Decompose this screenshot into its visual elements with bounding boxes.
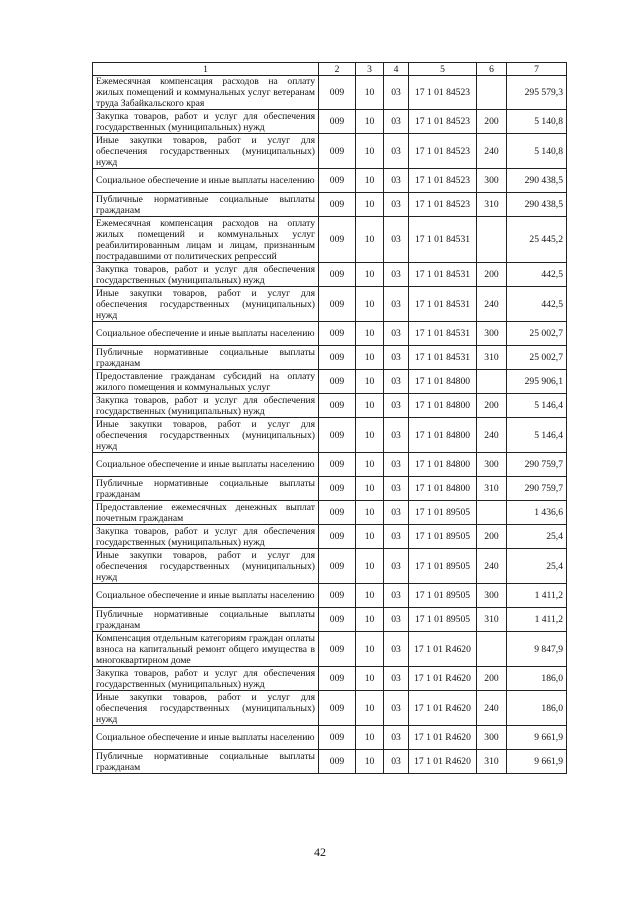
row-name: Компенсация отдельным категориям граждан оплаты взноса на капитальный ремонт общего имущества в многоквартирном доме [93, 632, 319, 667]
target-article-code: 17 1 01 R4620 [409, 667, 477, 691]
expense-type-code: 310 [477, 750, 507, 774]
expense-type-code: 200 [477, 667, 507, 691]
target-article-code: 17 1 01 84523 [409, 134, 477, 169]
row-name: Иные закупки товаров, работ и услуг для обеспечения государственных (муниципальных) нужд [93, 134, 319, 169]
section-code: 10 [356, 632, 384, 667]
section-code: 10 [356, 110, 384, 134]
amount: 25 002,7 [507, 346, 567, 370]
subsection-code: 03 [384, 394, 409, 418]
subsection-code: 03 [384, 418, 409, 453]
row-name: Социальное обеспечение и иные выплаты населению [93, 453, 319, 477]
section-code: 10 [356, 608, 384, 632]
row-name: Иные закупки товаров, работ и услуг для обеспечения государственных (муниципальных) нужд [93, 418, 319, 453]
chapter-code: 009 [319, 453, 356, 477]
subsection-code: 03 [384, 287, 409, 322]
expense-type-code: 240 [477, 549, 507, 584]
chapter-code: 009 [319, 134, 356, 169]
target-article-code: 17 1 01 84800 [409, 453, 477, 477]
expense-type-code: 300 [477, 169, 507, 193]
chapter-code: 009 [319, 263, 356, 287]
amount: 290 759,7 [507, 477, 567, 501]
chapter-code: 009 [319, 584, 356, 608]
expense-type-code: 200 [477, 525, 507, 549]
section-code: 10 [356, 169, 384, 193]
amount: 5 146,4 [507, 394, 567, 418]
subsection-code: 03 [384, 346, 409, 370]
target-article-code: 17 1 01 89505 [409, 525, 477, 549]
amount: 442,5 [507, 287, 567, 322]
subsection-code: 03 [384, 76, 409, 110]
row-name: Закупка товаров, работ и услуг для обеспечения государственных (муниципальных) нужд [93, 110, 319, 134]
section-code: 10 [356, 134, 384, 169]
section-code: 10 [356, 76, 384, 110]
amount: 290 438,5 [507, 193, 567, 217]
section-code: 10 [356, 418, 384, 453]
subsection-code: 03 [384, 667, 409, 691]
target-article-code: 17 1 01 89505 [409, 501, 477, 525]
expense-type-code: 200 [477, 394, 507, 418]
amount: 5 140,8 [507, 110, 567, 134]
row-name: Публичные нормативные социальные выплаты гражданам [93, 608, 319, 632]
subsection-code: 03 [384, 608, 409, 632]
amount: 25,4 [507, 525, 567, 549]
chapter-code: 009 [319, 346, 356, 370]
table-row [93, 477, 567, 501]
chapter-code: 009 [319, 750, 356, 774]
section-code: 10 [356, 370, 384, 394]
section-code: 10 [356, 750, 384, 774]
amount: 295 579,3 [507, 76, 567, 110]
subsection-code: 03 [384, 501, 409, 525]
expense-type-code [477, 370, 507, 394]
chapter-code: 009 [319, 287, 356, 322]
expense-type-code [477, 217, 507, 263]
section-code: 10 [356, 453, 384, 477]
chapter-code: 009 [319, 501, 356, 525]
col-header: 2 [319, 63, 356, 76]
amount: 1 411,2 [507, 608, 567, 632]
table-row [93, 691, 567, 726]
row-name: Ежемесячная компенсация расходов на оплату жилых помещений и коммунальных услуг реабилитированным лицам и лицам, признанным пострадавшими от политических репрессий [93, 217, 319, 263]
subsection-code: 03 [384, 193, 409, 217]
section-code: 10 [356, 501, 384, 525]
row-name: Иные закупки товаров, работ и услуг для обеспечения государственных (муниципальных) нужд [93, 549, 319, 584]
amount: 5 140,8 [507, 134, 567, 169]
table-row [93, 169, 567, 193]
section-code: 10 [356, 217, 384, 263]
table-row [93, 667, 567, 691]
section-code: 10 [356, 525, 384, 549]
subsection-code: 03 [384, 169, 409, 193]
subsection-code: 03 [384, 217, 409, 263]
chapter-code: 009 [319, 549, 356, 584]
section-code: 10 [356, 287, 384, 322]
section-code: 10 [356, 726, 384, 750]
amount: 9 661,9 [507, 726, 567, 750]
col-header: 3 [356, 63, 384, 76]
table-row [93, 453, 567, 477]
subsection-code: 03 [384, 726, 409, 750]
amount: 25,4 [507, 549, 567, 584]
subsection-code: 03 [384, 263, 409, 287]
row-name: Публичные нормативные социальные выплаты гражданам [93, 750, 319, 774]
chapter-code: 009 [319, 477, 356, 501]
target-article-code: 17 1 01 84523 [409, 193, 477, 217]
expense-type-code: 300 [477, 726, 507, 750]
chapter-code: 009 [319, 726, 356, 750]
amount: 5 146,4 [507, 418, 567, 453]
col-header: 5 [409, 63, 477, 76]
section-code: 10 [356, 691, 384, 726]
table-row [93, 726, 567, 750]
section-code: 10 [356, 394, 384, 418]
row-name: Социальное обеспечение и иные выплаты населению [93, 584, 319, 608]
expense-type-code: 200 [477, 110, 507, 134]
target-article-code: 17 1 01 84800 [409, 477, 477, 501]
page-number: 42 [314, 845, 326, 859]
amount: 186,0 [507, 691, 567, 726]
expense-type-code: 300 [477, 584, 507, 608]
chapter-code: 009 [319, 110, 356, 134]
section-code: 10 [356, 584, 384, 608]
chapter-code: 009 [319, 217, 356, 263]
target-article-code: 17 1 01 89505 [409, 549, 477, 584]
expense-type-code: 300 [477, 453, 507, 477]
subsection-code: 03 [384, 549, 409, 584]
section-code: 10 [356, 263, 384, 287]
subsection-code: 03 [384, 750, 409, 774]
subsection-code: 03 [384, 370, 409, 394]
row-name: Иные закупки товаров, работ и услуг для обеспечения государственных (муниципальных) нужд [93, 287, 319, 322]
expense-type-code: 240 [477, 418, 507, 453]
subsection-code: 03 [384, 134, 409, 169]
table-row [93, 193, 567, 217]
target-article-code: 17 1 01 89505 [409, 584, 477, 608]
row-name: Социальное обеспечение и иные выплаты населению [93, 726, 319, 750]
amount: 295 906,1 [507, 370, 567, 394]
subsection-code: 03 [384, 525, 409, 549]
amount: 442,5 [507, 263, 567, 287]
target-article-code: 17 1 01 84523 [409, 169, 477, 193]
target-article-code: 17 1 01 89505 [409, 608, 477, 632]
amount: 25 445,2 [507, 217, 567, 263]
table-row [93, 549, 567, 584]
table-row [93, 217, 567, 263]
expense-type-code: 310 [477, 193, 507, 217]
expense-type-code: 310 [477, 608, 507, 632]
row-name: Публичные нормативные социальные выплаты гражданам [93, 346, 319, 370]
col-header: 1 [93, 63, 319, 76]
chapter-code: 009 [319, 418, 356, 453]
row-name: Публичные нормативные социальные выплаты гражданам [93, 193, 319, 217]
chapter-code: 009 [319, 76, 356, 110]
target-article-code: 17 1 01 R4620 [409, 750, 477, 774]
subsection-code: 03 [384, 322, 409, 346]
table-row [93, 346, 567, 370]
expense-type-code: 200 [477, 263, 507, 287]
target-article-code: 17 1 01 84531 [409, 263, 477, 287]
subsection-code: 03 [384, 632, 409, 667]
target-article-code: 17 1 01 84531 [409, 217, 477, 263]
table-row [93, 370, 567, 394]
chapter-code: 009 [319, 370, 356, 394]
header-row [93, 63, 567, 76]
row-name: Публичные нормативные социальные выплаты гражданам [93, 477, 319, 501]
table-row [93, 418, 567, 453]
row-name: Закупка товаров, работ и услуг для обеспечения государственных (муниципальных) нужд [93, 263, 319, 287]
table-body [93, 76, 567, 774]
col-header: 6 [477, 63, 507, 76]
chapter-code: 009 [319, 691, 356, 726]
target-article-code: 17 1 01 84800 [409, 418, 477, 453]
amount: 1 436,6 [507, 501, 567, 525]
target-article-code: 17 1 01 84531 [409, 287, 477, 322]
table-row [93, 134, 567, 169]
table-row [93, 263, 567, 287]
amount: 186,0 [507, 667, 567, 691]
target-article-code: 17 1 01 84800 [409, 370, 477, 394]
amount: 290 759,7 [507, 453, 567, 477]
row-name: Иные закупки товаров, работ и услуг для обеспечения государственных (муниципальных) нужд [93, 691, 319, 726]
chapter-code: 009 [319, 608, 356, 632]
section-code: 10 [356, 193, 384, 217]
table-row [93, 750, 567, 774]
table-row [93, 584, 567, 608]
chapter-code: 009 [319, 394, 356, 418]
table-row [93, 608, 567, 632]
table-row [93, 76, 567, 110]
target-article-code: 17 1 01 84800 [409, 394, 477, 418]
row-name: Закупка товаров, работ и услуг для обеспечения государственных (муниципальных) нужд [93, 667, 319, 691]
budget-table [92, 62, 567, 774]
target-article-code: 17 1 01 R4620 [409, 632, 477, 667]
section-code: 10 [356, 346, 384, 370]
target-article-code: 17 1 01 R4620 [409, 691, 477, 726]
subsection-code: 03 [384, 477, 409, 501]
chapter-code: 009 [319, 193, 356, 217]
section-code: 10 [356, 549, 384, 584]
row-name: Закупка товаров, работ и услуг для обеспечения государственных (муниципальных) нужд [93, 394, 319, 418]
table-row [93, 632, 567, 667]
section-code: 10 [356, 322, 384, 346]
target-article-code: 17 1 01 R4620 [409, 726, 477, 750]
expense-type-code [477, 632, 507, 667]
table-row [93, 287, 567, 322]
table-row [93, 525, 567, 549]
section-code: 10 [356, 667, 384, 691]
col-header: 7 [507, 63, 567, 76]
amount: 9 847,9 [507, 632, 567, 667]
table-row [93, 322, 567, 346]
expense-type-code: 240 [477, 287, 507, 322]
row-name: Закупка товаров, работ и услуг для обеспечения государственных (муниципальных) нужд [93, 525, 319, 549]
expense-type-code [477, 76, 507, 110]
subsection-code: 03 [384, 691, 409, 726]
amount: 9 661,9 [507, 750, 567, 774]
row-name: Социальное обеспечение и иные выплаты населению [93, 322, 319, 346]
expense-type-code: 240 [477, 691, 507, 726]
amount: 25 002,7 [507, 322, 567, 346]
subsection-code: 03 [384, 110, 409, 134]
row-name: Социальное обеспечение и иные выплаты населению [93, 169, 319, 193]
section-code: 10 [356, 477, 384, 501]
chapter-code: 009 [319, 632, 356, 667]
expense-type-code: 240 [477, 134, 507, 169]
subsection-code: 03 [384, 453, 409, 477]
row-name: Ежемесячная компенсация расходов на оплату жилых помещений и коммунальных услуг ветеранам труда Забайкальского края [93, 76, 319, 110]
target-article-code: 17 1 01 84523 [409, 76, 477, 110]
target-article-code: 17 1 01 84531 [409, 322, 477, 346]
expense-type-code: 300 [477, 322, 507, 346]
row-name: Предоставление гражданам субсидий на оплату жилого помещения и коммунальных услуг [93, 370, 319, 394]
table-row [93, 394, 567, 418]
table-row [93, 501, 567, 525]
col-header: 4 [384, 63, 409, 76]
target-article-code: 17 1 01 84531 [409, 346, 477, 370]
chapter-code: 009 [319, 525, 356, 549]
expense-type-code: 310 [477, 477, 507, 501]
expense-type-code [477, 501, 507, 525]
target-article-code: 17 1 01 84523 [409, 110, 477, 134]
chapter-code: 009 [319, 169, 356, 193]
row-name: Предоставление ежемесячных денежных выплат почетным гражданам [93, 501, 319, 525]
subsection-code: 03 [384, 584, 409, 608]
chapter-code: 009 [319, 667, 356, 691]
table-row [93, 110, 567, 134]
amount: 290 438,5 [507, 169, 567, 193]
chapter-code: 009 [319, 322, 356, 346]
expense-type-code: 310 [477, 346, 507, 370]
amount: 1 411,2 [507, 584, 567, 608]
